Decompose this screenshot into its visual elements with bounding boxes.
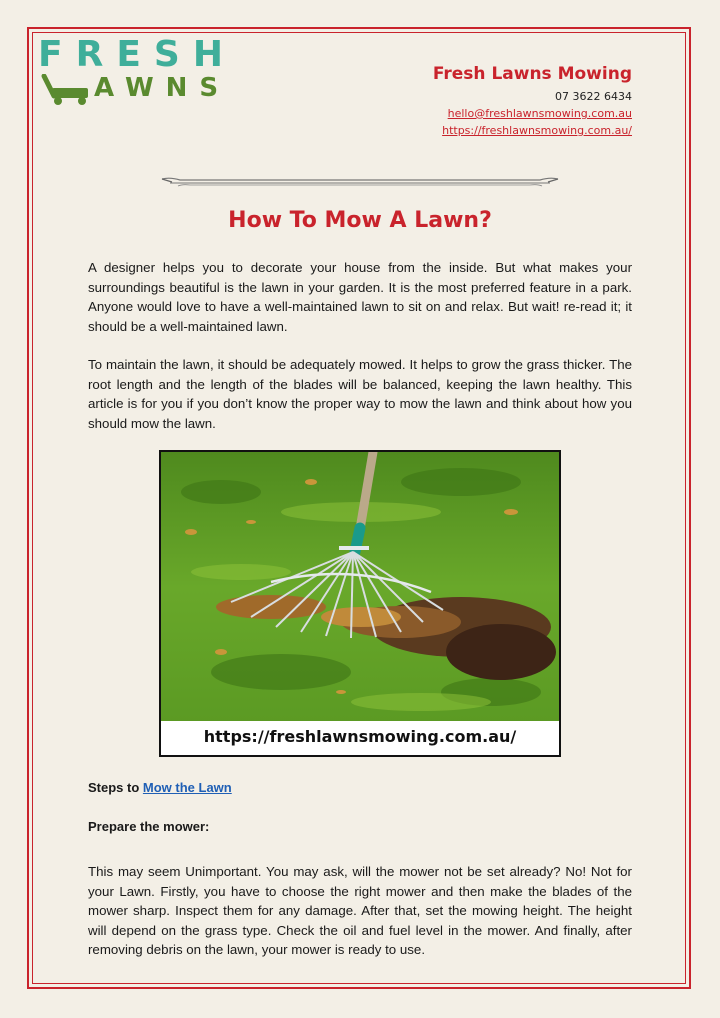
steps-heading [88, 780, 232, 795]
logo-text-bottom: AWNS [94, 73, 231, 103]
ornamental-divider [160, 173, 560, 191]
email-link[interactable]: hello@freshlawnsmowing.com.au [447, 107, 632, 120]
intro-paragraph: A designer helps you to decorate your house from the inside. But what makes your surroundings beautiful is the lawn in your garden. It is the most preferred feature in a park. Anyone would love to have a well-maintained lawn to sit on and relax. But wait! re-read it; it should be a well-maintained lawn. [88, 260, 632, 334]
prepare-mower-paragraph: This may seem Unimportant. You may ask, will the mower not be set already? No! Not for your Lawn. Firstly, you have to choose the right mower and then make the blades of the mower sharp. Inspect them for any damage. After that, set the mowing height. The height will depend on the grass type. Check the oil and fuel level in the mower. And finally, after removing debris on the lawn, your mower is ready to use. [88, 864, 632, 957]
rake-lawn-photo [159, 450, 561, 757]
website-link[interactable]: https://freshlawnsmowing.com.au/ [442, 124, 632, 137]
phone-number[interactable]: 07 3622 6434 [555, 90, 632, 103]
company-name: Fresh Lawns Mowing [432, 64, 632, 84]
fresh-lawns-logo [38, 36, 234, 106]
image-caption: https://freshlawnsmowing.com.au/ [161, 721, 559, 753]
article-title: How To Mow A Lawn? [228, 208, 492, 233]
logo-text-top: FRESH [38, 34, 236, 75]
maintenance-paragraph: To maintain the lawn, it should be adequately mowed. It helps to grow the grass thicker. The root length and the length of the blades will be balanced, keeping the lawn healthy. This article is for you if you don’t know the proper way to mow the lawn and think about how you should mow the lawn. [88, 357, 632, 431]
lawn-mower-icon [40, 74, 94, 106]
rake-on-grass-image [161, 452, 559, 723]
steps-prefix: Steps to [88, 780, 143, 795]
prepare-mower-heading: Prepare the mower: [88, 819, 210, 834]
mow-the-lawn-link[interactable]: Mow the Lawn [142, 780, 232, 795]
